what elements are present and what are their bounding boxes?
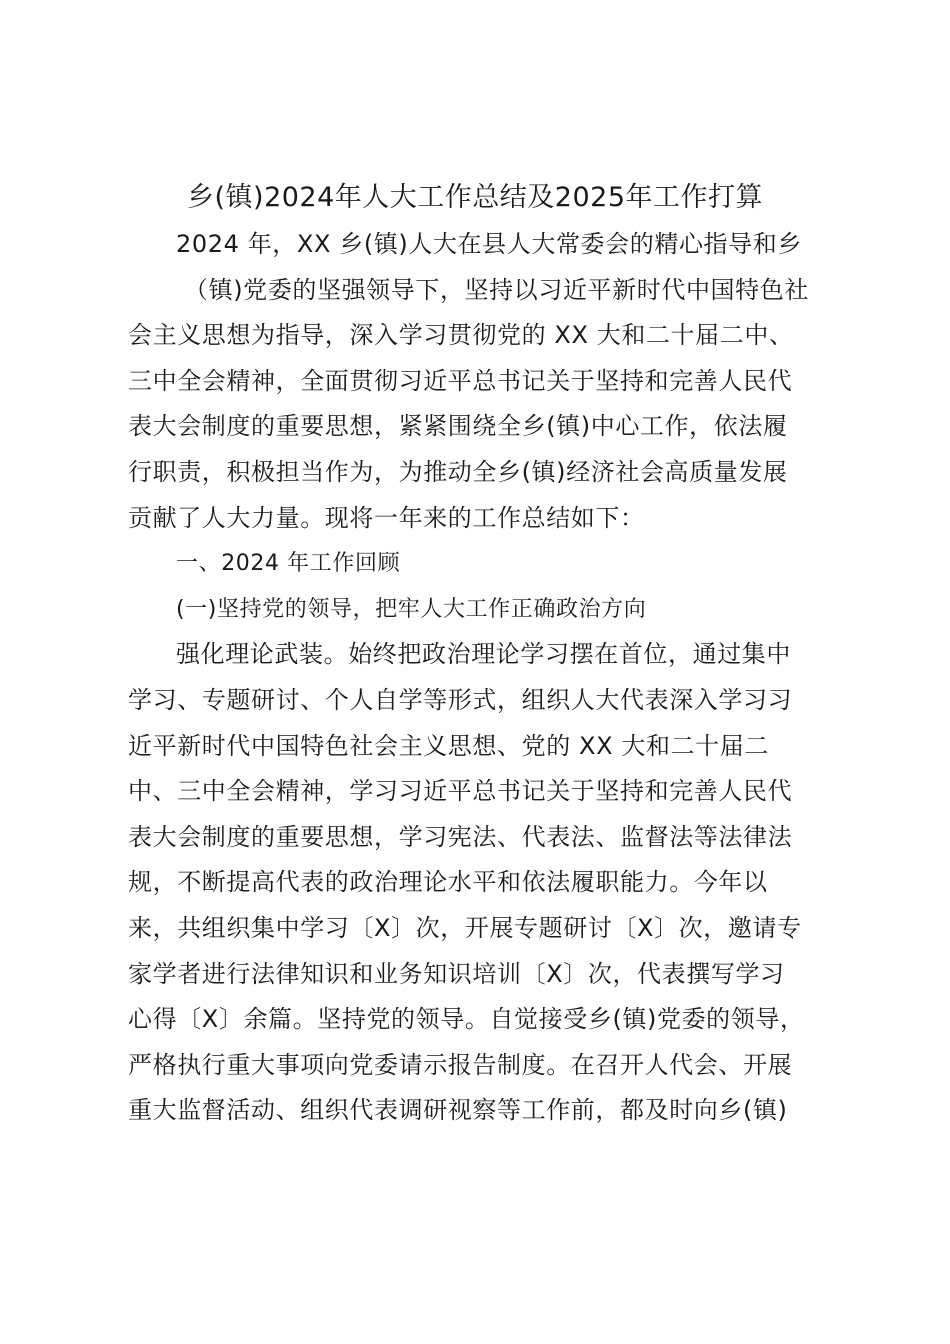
paragraph-line: 中、三中全会精神，学习习近平总书记关于坚持和完善人民代 [128,777,793,806]
document-body [128,222,828,1134]
paragraph-line: 2024 年，XX 乡(镇)人大在县人大常委会的精心指导和乡 [176,230,802,258]
section-heading: 一、2024 年工作回顾 [176,551,401,577]
paragraph-line: 重大监督活动、组织代表调研视察等工作前，都及时向乡(镇) [128,1096,788,1125]
paragraph-line: 三中全会精神，全面贯彻习近平总书记关于坚持和完善人民代 [128,366,793,395]
paragraph-line: 家学者进行法律知识和业务知识培训〔X〕次，代表撰写学习 [128,959,785,988]
paragraph-line: 会主义思想为指导，深入学习贯彻党的 XX 大和二十届二中、 [128,321,794,350]
paragraph-line: 贡献了人大力量。现将一年来的工作总结如下： [128,503,645,532]
subsection-heading: (一)坚持党的领导，把牢人大工作正确政治方向 [176,596,647,622]
paragraph-line: 强化理论武装。始终把政治理论学习摆在首位，通过集中 [176,640,791,669]
document-title: 乡(镇)2024年人大工作总结及2025年工作打算 [187,182,763,213]
paragraph-line: （镇)党委的坚强领导下，坚持以习近平新时代中国特色社 [184,275,809,304]
paragraph-line: 来，共组织集中学习〔X〕次，开展专题研讨〔X〕次，邀请专 [128,913,802,942]
paragraph-line: 心得〔X〕余篇。坚持党的领导。自觉接受乡(镇)党委的领导， [128,1005,805,1034]
paragraph-line: 严格执行重大事项向党委请示报告制度。在召开人代会、开展 [128,1050,793,1079]
paragraph-line: 表大会制度的重要思想，紧紧围绕全乡(镇)中心工作，依法履 [128,412,788,441]
paragraph-line: 规，不断提高代表的政治理论水平和依法履职能力。今年以 [128,868,768,897]
paragraph-line: 近平新时代中国特色社会主义思想、党的 XX 大和二十届二 [128,731,769,760]
paragraph-line: 表大会制度的重要思想，学习宪法、代表法、监督法等法律法 [128,822,793,851]
paragraph-line: 行职责，积极担当作为，为推动全乡(镇)经济社会高质量发展 [128,457,788,486]
paragraph-line: 学习、专题研讨、个人自学等形式，组织人大代表深入学习习 [128,685,793,714]
